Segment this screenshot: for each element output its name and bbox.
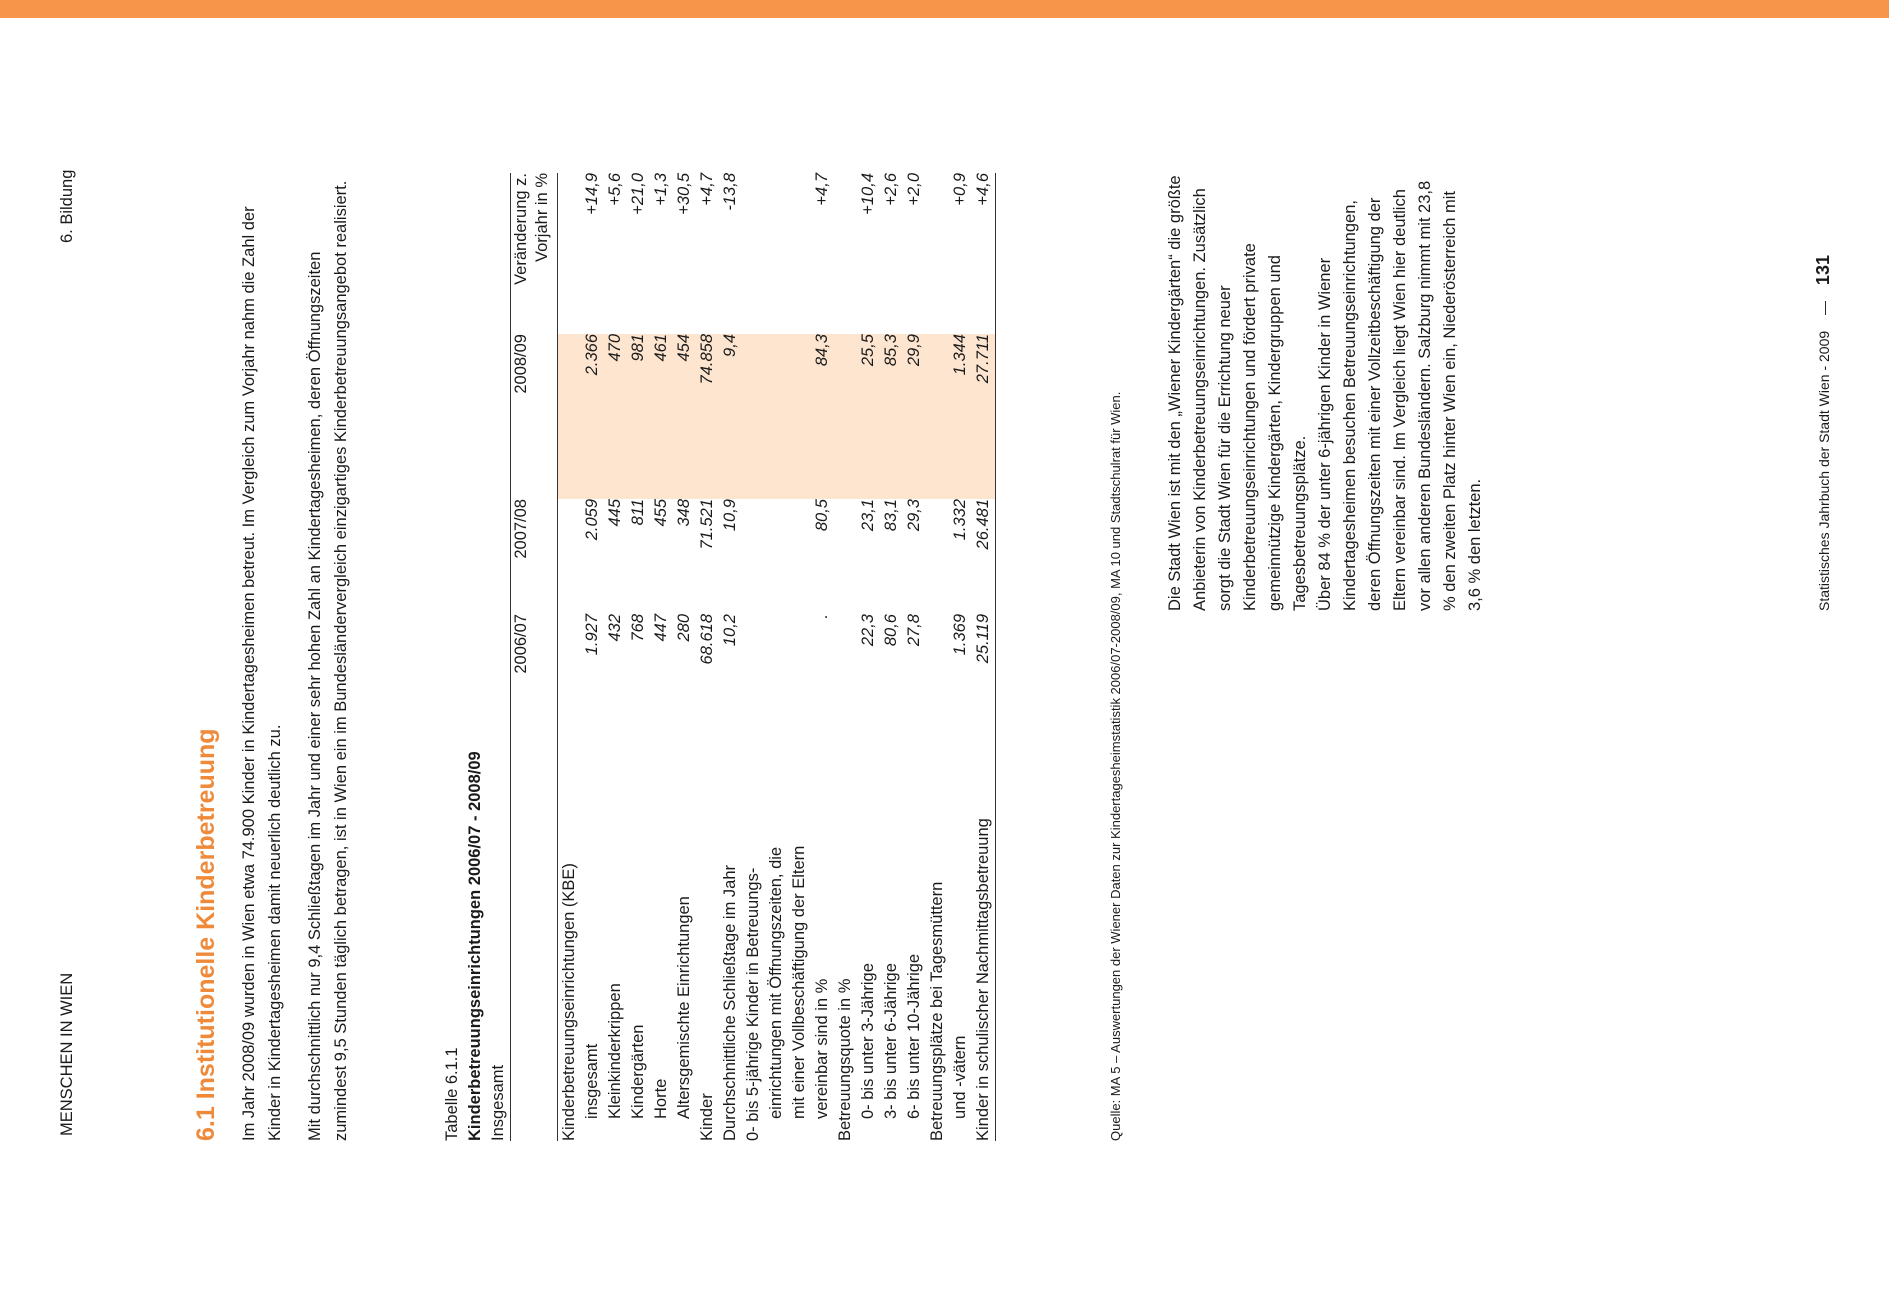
cell-value <box>926 614 949 726</box>
table-row <box>880 173 903 1141</box>
cell-value <box>765 614 788 726</box>
cell-value <box>558 334 582 499</box>
cell-value <box>765 499 788 614</box>
cell-value: +4,7 <box>698 173 716 206</box>
table-subtitle: Insgesamt <box>489 1064 507 1141</box>
cell-value <box>742 173 765 334</box>
cell-value: +21,0 <box>629 173 647 215</box>
row-label: Kindergärten <box>629 1024 647 1119</box>
cell-value: 29,3 <box>905 499 923 532</box>
table-row <box>788 173 811 1141</box>
rotated-page <box>0 96 1889 1296</box>
row-label: vereinbar sind in % <box>813 978 831 1119</box>
cell-value <box>742 334 765 499</box>
intro-paragraph-1: Im Jahr 2008/09 wurden in Wien etwa 74.900 Kinder in Kindertagesheimen betreut. Im Vergleich zum Vorjahr nahm die Zahl der Kinder in Kindertagesheimen damit neuerlich deutlich zu. <box>240 206 284 1141</box>
running-header-right: 6. Bildung <box>58 169 76 243</box>
table-row <box>857 173 880 1141</box>
cell-value: 445 <box>606 499 624 527</box>
row-label: Betreuungsquote in % <box>836 978 854 1141</box>
row-label: Kinder in schulischer Nachmittagsbetreuung <box>974 818 992 1141</box>
footer-publication: Statistisches Jahrbuch der Stadt Wien - 2009 <box>1816 330 1832 611</box>
cell-value: +1,3 <box>652 173 670 206</box>
cell-value: 9,4 <box>719 334 742 499</box>
cell-value <box>926 173 949 334</box>
intro-text <box>236 173 354 1141</box>
table-row <box>581 173 604 1141</box>
row-label: Altersgemischte Einrichtungen <box>675 896 693 1119</box>
cell-value: 461 <box>650 334 673 499</box>
cell-value: -13,8 <box>721 173 739 211</box>
cell-value: 470 <box>604 334 627 499</box>
cell-value: 84,3 <box>811 334 834 499</box>
cell-value <box>765 334 788 499</box>
table-caption <box>441 751 510 1141</box>
row-label: Kinder <box>698 1093 716 1141</box>
table-label: Tabelle 6.1.1 <box>443 1047 461 1141</box>
column-header: 2007/08 <box>512 499 530 559</box>
cell-value <box>788 499 811 614</box>
body-text <box>1163 171 1488 611</box>
table-row <box>742 173 765 1141</box>
cell-value: 27,8 <box>905 614 923 647</box>
row-label: insgesamt <box>583 1043 601 1119</box>
header-label-cell <box>511 726 558 1141</box>
table-row <box>811 173 834 1141</box>
cell-value <box>558 614 582 726</box>
cell-value <box>834 614 857 726</box>
table-body <box>558 173 996 1141</box>
table-row <box>558 173 582 1141</box>
row-label: 6- bis unter 10-Jährige <box>905 953 923 1119</box>
cell-value <box>742 614 765 726</box>
cell-value: 85,3 <box>880 334 903 499</box>
row-label: Durchschnittliche Schließtage im Jahr <box>721 864 739 1141</box>
table-row <box>903 173 926 1141</box>
cell-value: 981 <box>627 334 650 499</box>
cell-value: 454 <box>673 334 696 499</box>
cell-value: 1.927 <box>583 614 601 656</box>
table-row <box>926 173 949 1141</box>
data-table <box>510 173 996 1141</box>
cell-value: +4,7 <box>813 173 831 206</box>
column-header: 2006/07 <box>512 614 530 674</box>
cell-value <box>788 614 811 726</box>
cell-value: +2,6 <box>882 173 900 206</box>
cell-value <box>926 499 949 614</box>
footer <box>1813 255 1834 611</box>
section-title: 6.1 Institutionelle Kinderbetreuung <box>192 728 220 1141</box>
cell-value: 280 <box>675 614 693 642</box>
cell-value: 2.059 <box>583 499 601 541</box>
top-accent-bar <box>0 0 1889 18</box>
cell-value: 80,6 <box>882 614 900 647</box>
cell-value: 1.332 <box>951 499 969 541</box>
cell-value: 455 <box>652 499 670 527</box>
table-header-row <box>511 173 558 1141</box>
row-label: 3- bis unter 6-Jährige <box>882 963 900 1119</box>
table-source: Quelle: MA 5 – Auswertungen der Wiener Daten zur Kindertagesheimstatistik 2006/07-2008/09, MA 10 und Stadtschulrat für Wien. <box>1108 391 1123 1141</box>
table-row <box>604 173 627 1141</box>
page-number: 131 <box>1813 255 1833 286</box>
cell-value: 768 <box>629 614 647 642</box>
body-paragraph-2: Über 84 % der unter 6-jährigen Kinder in Wiener Kindertagesheimen besuchen Betreuungseinrichtungen, deren Öffnungszeiten mit einer Vollzeitbeschäftigung der Eltern vereinbar sind. Im Vergleich liegt Wien hier deutlich vor allen anderen Bundesländern. Salzburg nimmt mit 23,8 % den zweiten Platz hinter Wien ein, Niederösterreich mit 3,6 % den letzten. <box>1316 180 1484 611</box>
row-label: Kleinkinderkrippen <box>606 983 624 1119</box>
cell-value: 432 <box>606 614 624 642</box>
running-header-left: MENSCHEN IN WIEN <box>58 972 76 1136</box>
cell-value: 25,5 <box>857 334 880 499</box>
table-row <box>719 173 742 1141</box>
cell-value <box>788 334 811 499</box>
cell-value <box>834 499 857 614</box>
table-title: Kinderbetreuungseinrichtungen 2006/07 - 2008/09 <box>466 751 484 1141</box>
table-row <box>972 173 996 1141</box>
table-row <box>696 173 719 1141</box>
cell-value: 811 <box>629 499 647 526</box>
row-label: Betreuungsplätze bei Tagesmüttern <box>928 881 946 1141</box>
cell-value: +2,0 <box>905 173 923 206</box>
cell-value: 71.521 <box>698 499 716 550</box>
cell-value: +5,6 <box>606 173 624 206</box>
table-row <box>650 173 673 1141</box>
column-header: 2008/09 <box>512 334 530 394</box>
cell-value: 447 <box>652 614 670 642</box>
cell-value: 74.858 <box>696 334 719 499</box>
table-row <box>949 173 972 1141</box>
cell-value: +14,9 <box>583 173 601 215</box>
cell-value: 1.369 <box>951 614 969 656</box>
cell-value: +4,6 <box>974 173 992 206</box>
cell-value <box>834 173 857 334</box>
footer-dash: — <box>1816 300 1832 315</box>
row-label: einrichtungen mit Öffnungszeiten, die <box>767 846 785 1119</box>
cell-value: . <box>813 614 831 619</box>
table-row <box>673 173 696 1141</box>
cell-value: 25.119 <box>974 614 992 664</box>
cell-value: +10,4 <box>859 173 877 215</box>
cell-value: 10,2 <box>721 614 739 647</box>
intro-paragraph-2: Mit durchschnittlich nur 9,4 Schließtagen im Jahr und einer sehr hohen Zahl an Kindertagesheimen, deren Öffnungszeiten zumindest 9,5 Stunden täglich betragen, ist in Wien ein im Bundesländervergleich einzigartiges Kinderbetreuungsangebot realisiert. <box>306 180 350 1141</box>
cell-value <box>558 499 582 614</box>
row-label: Horte <box>652 1078 670 1119</box>
cell-value <box>742 499 765 614</box>
cell-value: 29,9 <box>903 334 926 499</box>
table-row <box>834 173 857 1141</box>
cell-value: 10,9 <box>721 499 739 532</box>
cell-value: +0,9 <box>951 173 969 206</box>
cell-value: +30,5 <box>675 173 693 215</box>
cell-value: 348 <box>675 499 693 527</box>
cell-value: 1.344 <box>949 334 972 499</box>
cell-value <box>558 173 582 334</box>
cell-value: 23,1 <box>859 499 877 532</box>
cell-value: 83,1 <box>882 499 900 532</box>
row-label: Kinderbetreuungseinrichtungen (KBE) <box>560 863 578 1141</box>
cell-value: 80,5 <box>813 499 831 532</box>
table-row <box>627 173 650 1141</box>
cell-value <box>834 334 857 499</box>
column-header: Veränderung z. Vorjahr in % <box>512 173 551 285</box>
cell-value <box>765 173 788 334</box>
cell-value <box>788 173 811 334</box>
cell-value <box>926 334 949 499</box>
row-label: mit einer Vollbeschäftigung der Eltern <box>790 845 808 1119</box>
cell-value: 26.481 <box>974 499 992 550</box>
row-label: 0- bis 5-jährige Kinder in Betreuungs- <box>744 867 762 1141</box>
cell-value: 27.711 <box>972 334 996 499</box>
table-row <box>765 173 788 1141</box>
cell-value: 22,3 <box>859 614 877 647</box>
cell-value: 68.618 <box>698 614 716 665</box>
cell-value: 2.366 <box>581 334 604 499</box>
row-label: und -vätern <box>951 1035 969 1119</box>
row-label: 0- bis unter 3-Jährige <box>859 963 877 1119</box>
body-paragraph-1: Die Stadt Wien ist mit den „Wiener Kindergärten“ die größte Anbieterin von Kinderbetreuungseinrichtungen. Zusätzlich sorgt die Stadt Wien für die Errichtung neuer Kinderbetreuungseinrichtungen und fördert private gemeinnützige Kindergärten, Kindergruppen und Tagesbetreuungsplätze. <box>1166 175 1309 611</box>
